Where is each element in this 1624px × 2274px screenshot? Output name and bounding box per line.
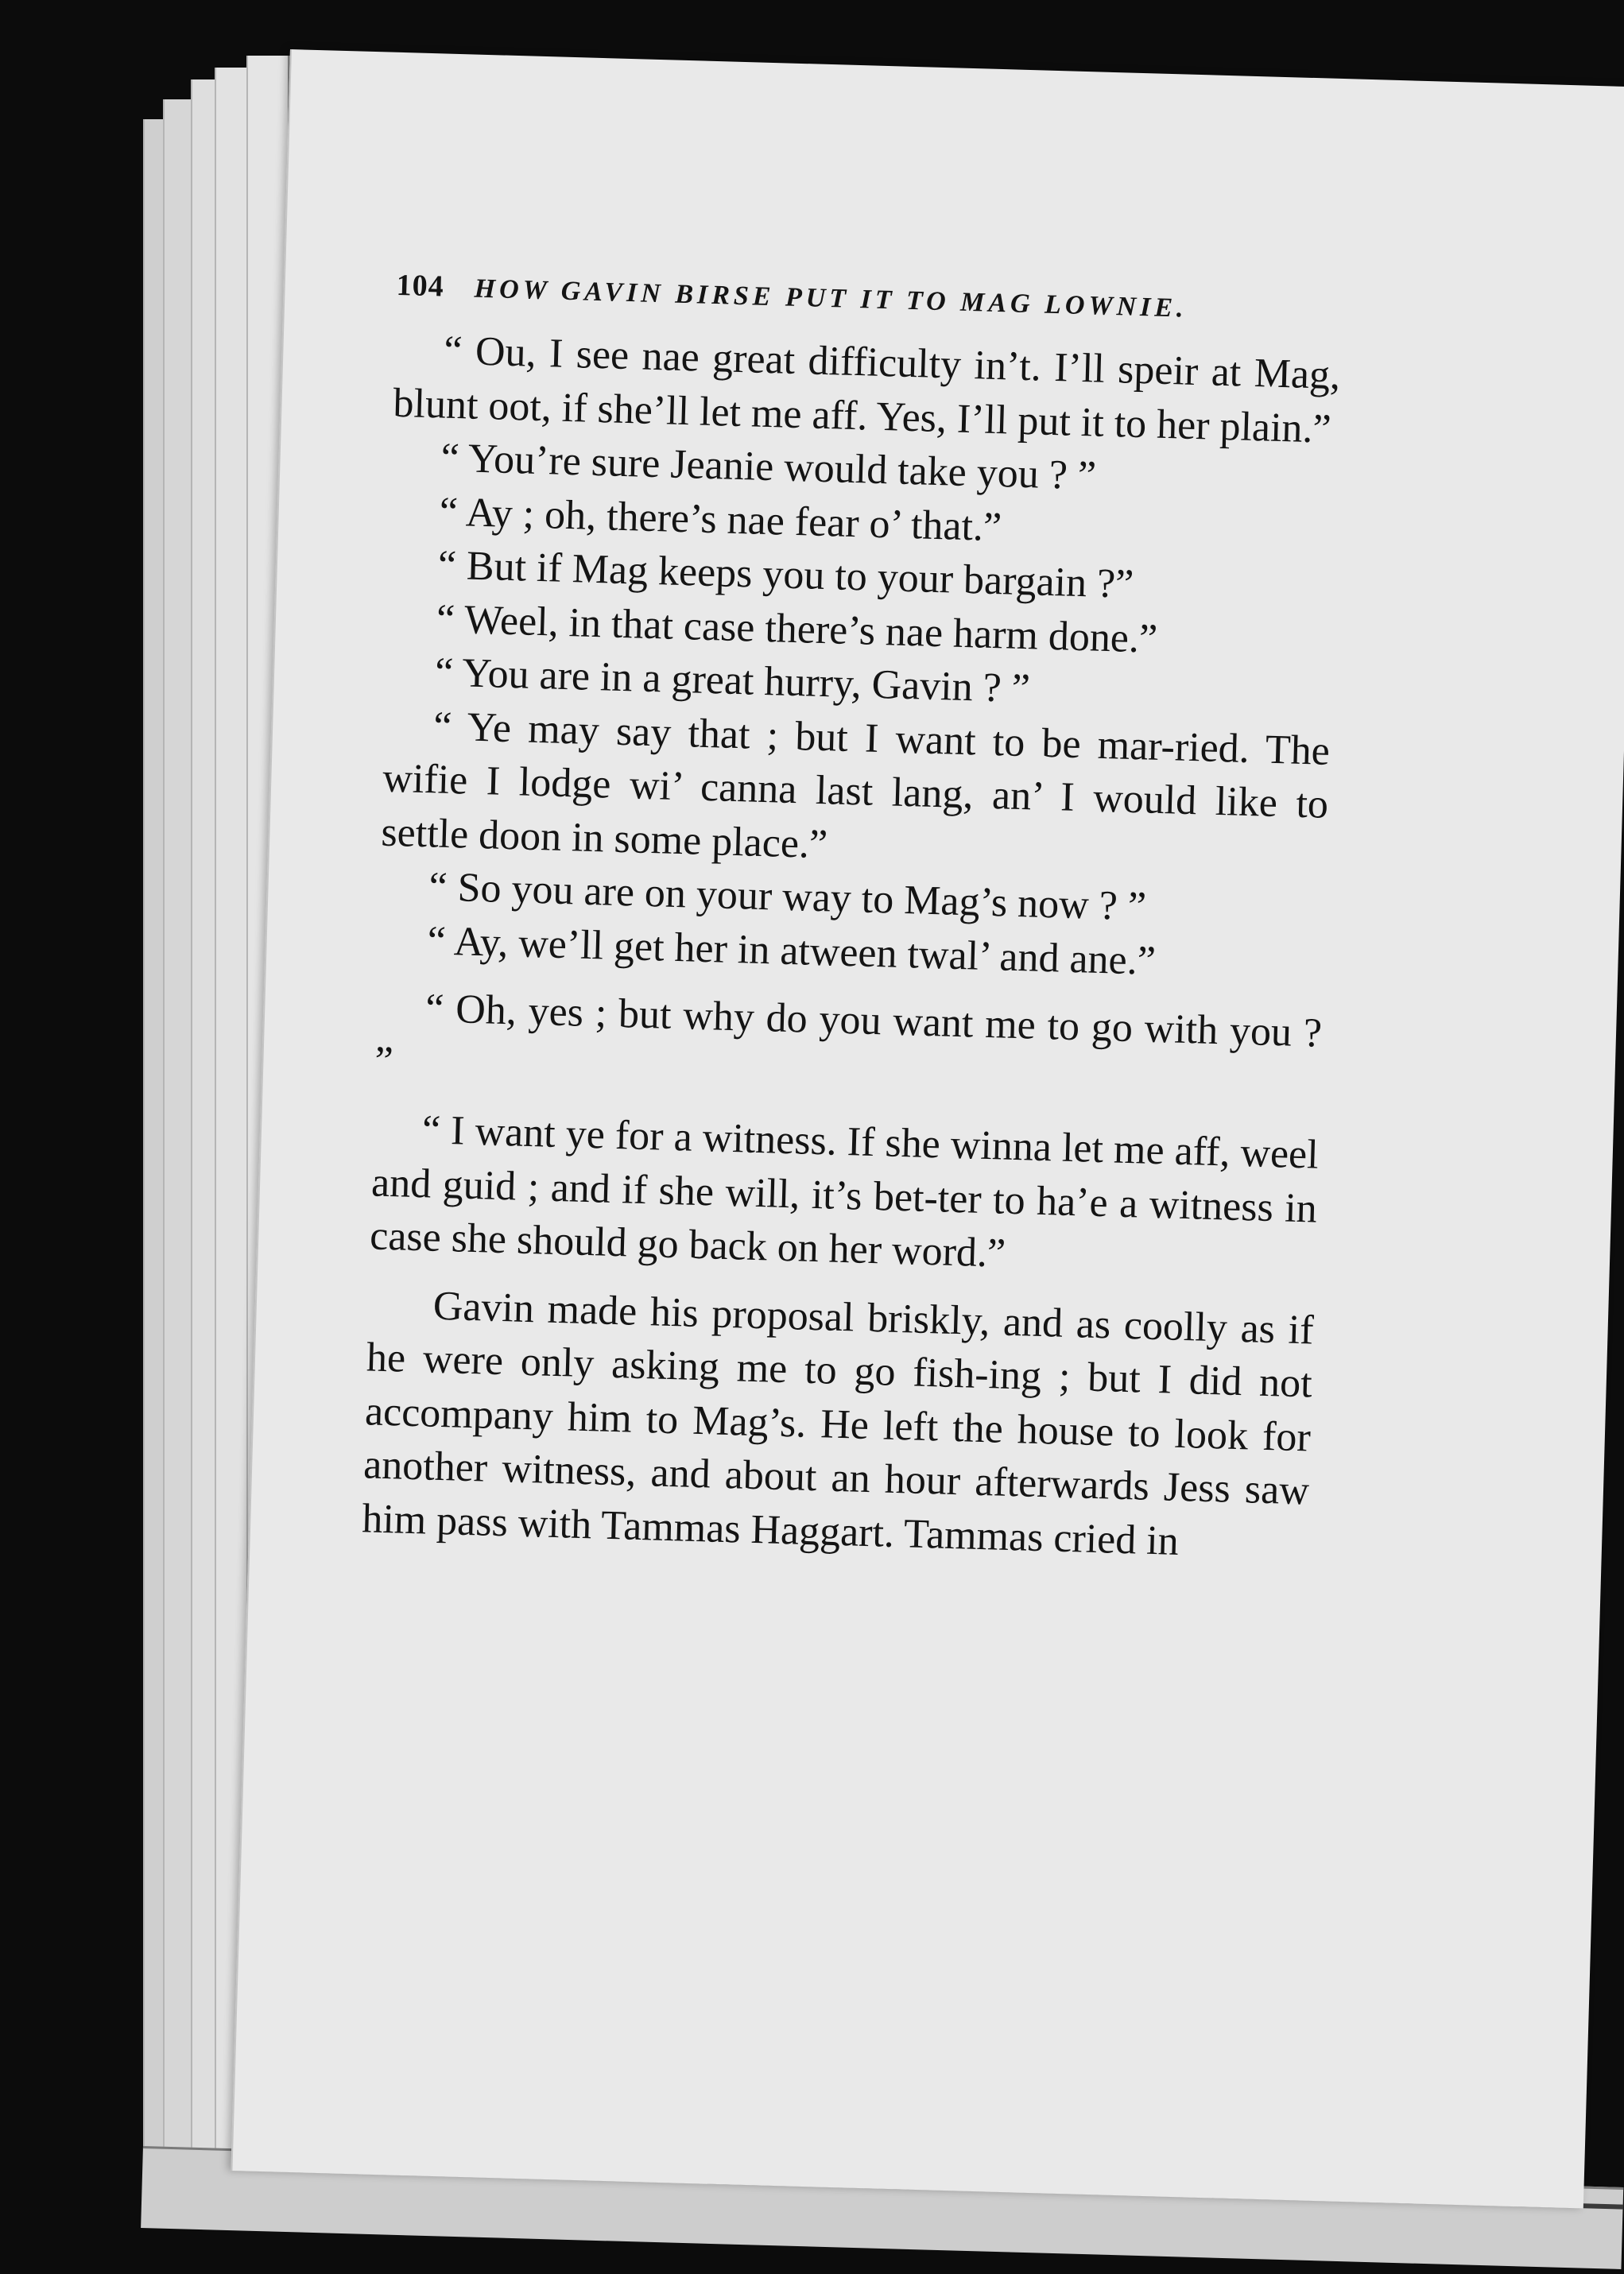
paragraph-9: “ Ay, we’ll get her in atween twal’ and ane.”: [426, 917, 1157, 984]
paragraph-12: Gavin made his proposal briskly, and as coolly as if he were only asking me to go fish-ing ; but I did not accompany him to Mag’s. He left the house to look for another witness, and about an hour afterwards Jess saw him pass with Tammas Haggart. Tammas cried in: [361, 1283, 1315, 1564]
paragraph-5: “ Weel, in that case there’s nae harm done.”: [436, 595, 1158, 662]
paragraph-1: “ Ou, I see nae great difficulty in’t. I’ll speir at Mag, blunt oot, if she’ll let me aff. Yes, I’ll put it to her plain.”: [392, 327, 1341, 452]
book-page: [231, 49, 1624, 2208]
paragraph-2: “ You’re sure Jeanie would take you ? ”: [440, 435, 1097, 499]
paragraph-4: “ But if Mag keeps you to your bargain ?”: [437, 542, 1135, 607]
paragraph-11: “ I want ye for a witness. If she winna let me aff, weel and guid ; and if she will, it’s bet-ter to ha’e a witness in case she should go back on her word.”: [369, 1107, 1320, 1276]
page-text-block: [361, 259, 1343, 1572]
paragraph-10: “ Oh, yes ; but why do you want me to go with you ? ”: [374, 986, 1323, 1084]
paragraph-8: “ So you are on your way to Mag’s now ? ”: [428, 864, 1147, 930]
page-number: 104: [396, 268, 445, 304]
paragraph-7: “ Ye may say that ; but I want to be mar-ried. The wifie I lodge wi’ canna last lang, an’ I would like to settle doon in some place.”: [380, 703, 1331, 867]
paragraph-6: “ You are in a great hurry, Gavin ? ”: [434, 649, 1031, 712]
running-title: HOW GAVIN BIRSE PUT IT TO MAG LOWNIE.: [474, 273, 1188, 323]
paragraph-3: “ Ay ; oh, there’s nae fear o’ that.”: [439, 488, 1002, 550]
